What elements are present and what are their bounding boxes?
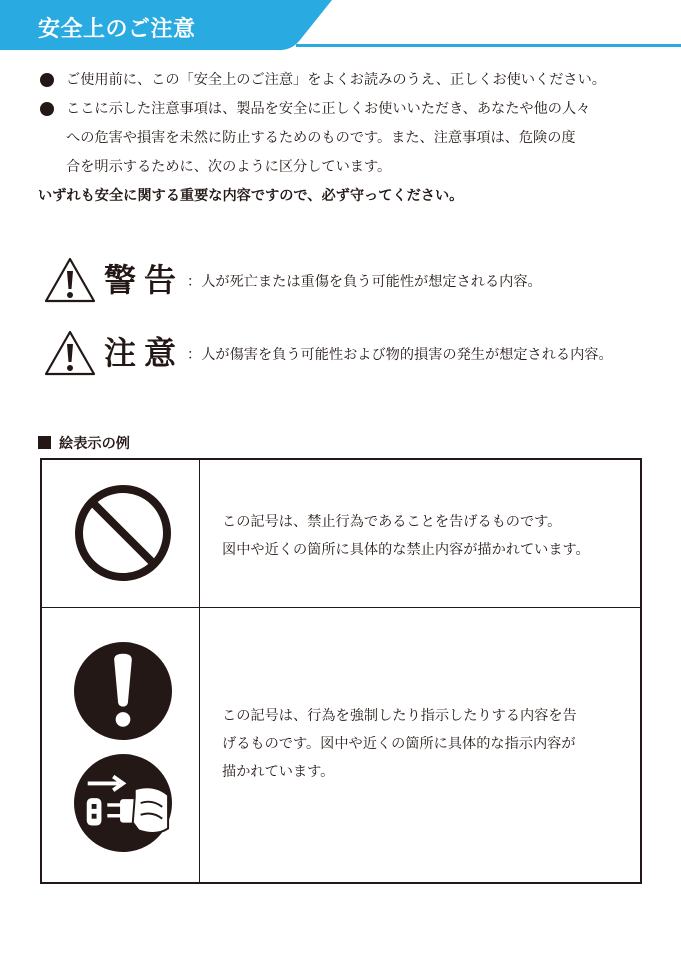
table-row <box>42 460 640 608</box>
bullet-line: ご使用前に、この「安全上のご注意」をよくお読みのうえ、正しくお使いください。 <box>66 72 606 88</box>
description-line: この記号は、行為を強制したり指示したりする内容を告 <box>222 708 577 724</box>
symbol-description <box>222 702 632 786</box>
page-title: 安全上のご注意 <box>38 17 196 42</box>
bullet-item <box>38 95 648 182</box>
mandatory-exclamation-icon <box>74 642 172 740</box>
bullet-item <box>38 66 648 95</box>
warning-triangle-icon <box>44 329 96 377</box>
warning-label: 警告 <box>104 261 185 299</box>
icon-cell <box>42 608 200 882</box>
bullet-line: ここに示した注意事項は、製品を安全に正しくお使いいただき、あなたや他の人々 <box>66 101 591 117</box>
table-row <box>42 608 640 882</box>
description-line: げるものです。図中や近くの箇所に具体的な指示内容が <box>222 736 576 752</box>
symbol-description <box>222 508 632 564</box>
description-line: 図中や近くの箇所に具体的な禁止内容が描かれています。 <box>222 542 590 558</box>
bullet-line: への危害や損害を未然に防止するためのものです。また、注意事項は、危険の度 <box>66 130 576 146</box>
bullet-line: 合を明示するために、次のように区分しています。 <box>66 159 392 175</box>
warning-description: ：人が死亡または重傷を負う可能性が想定される内容。 <box>187 274 542 290</box>
bullet-dot <box>40 73 54 87</box>
icon-cell <box>42 460 200 607</box>
warning-row <box>44 256 654 312</box>
prohibition-icon <box>73 483 173 583</box>
warning-triangle-icon <box>44 256 96 304</box>
description-line: この記号は、禁止行為であることを告げるものです。 <box>222 514 562 530</box>
description-line: 描かれています。 <box>222 764 335 780</box>
intro-bullets <box>38 66 648 182</box>
caution-description: ：人が傷害を負う可能性および物的損害の発生が想定される内容。 <box>187 347 613 363</box>
section-title <box>38 433 130 453</box>
caution-row <box>44 329 654 385</box>
emphasis-note: いずれも安全に関する重要な内容ですので、必ず守ってください。 <box>38 188 464 204</box>
square-bullet-icon <box>38 436 51 449</box>
caution-label: 注意 <box>104 334 185 372</box>
bullet-dot <box>40 102 54 116</box>
symbol-table <box>40 458 642 884</box>
unplug-icon <box>74 754 172 852</box>
section-title-text: 絵表示の例 <box>59 436 130 452</box>
